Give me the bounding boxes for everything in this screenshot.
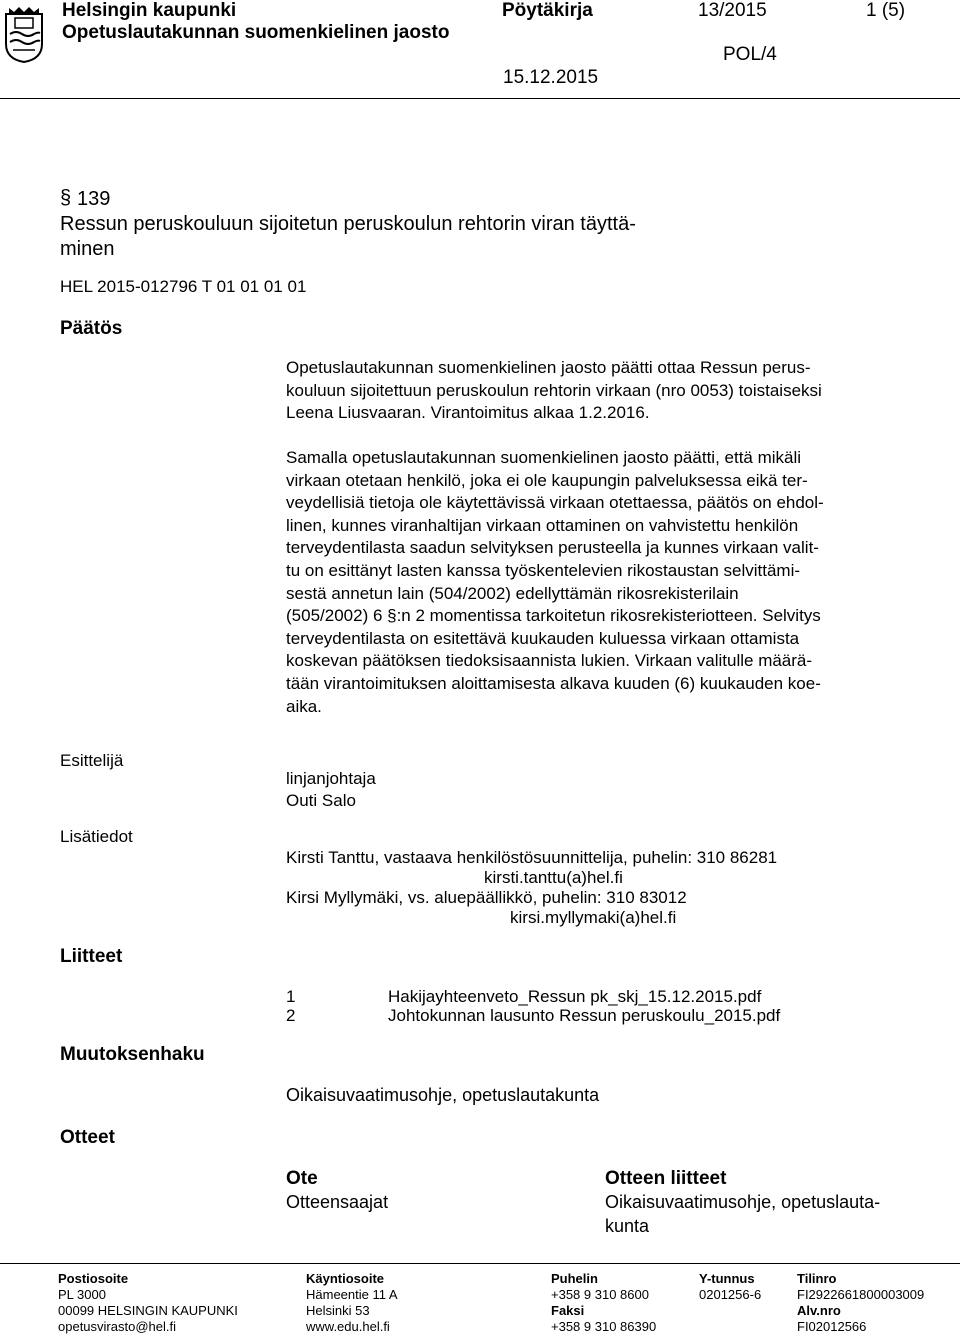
- decision-paragraph-1: Opetuslautakunnan suomenkielinen jaosto päätti ottaa Ressun perus- kouluun sijoitettuun peruskoulun rehtorin virkaan (nro 0053) toistaiseksi Leena Liusvaaran. Virantoimitus alkaa 1.2.2016.: [286, 358, 822, 423]
- item-number: 139: [77, 188, 111, 210]
- appeal-heading: Muutoksenhaku: [60, 1044, 205, 1065]
- contact-2: Kirsi Myllymäki, vs. aluepäällikkö, puhelin: 310 83012: [286, 888, 687, 907]
- extract-attachments-line1: Oikaisuvaatimusohje, opetuslauta-: [605, 1192, 881, 1212]
- extract-attachments-line2: kunta: [605, 1216, 650, 1236]
- footer-postal-heading: Postiosoite: [58, 1271, 129, 1286]
- document-type: Pöytäkirja: [502, 0, 593, 21]
- footer-postal-code: 00099 HELSINGIN KAUPUNKI: [58, 1303, 238, 1318]
- attachment-1-name[interactable]: Hakijayhteenveto_Ressun pk_skj_15.12.2015.pdf: [388, 987, 762, 1006]
- presenter-label: Esittelijä: [60, 751, 124, 770]
- extracts-heading: Otteet: [60, 1127, 115, 1148]
- footer-account-heading: Tilinro: [797, 1271, 837, 1286]
- footer-phone: +358 9 310 8600: [551, 1287, 649, 1302]
- diary-number: HEL 2015-012796 T 01 01 01 01: [60, 277, 307, 296]
- extract-column-heading: Ote: [286, 1168, 318, 1189]
- extract-attachments-heading: Otteen liitteet: [605, 1168, 727, 1189]
- board-name: Opetuslautakunnan suomenkielinen jaosto: [62, 22, 450, 43]
- footer-fax-heading: Faksi: [551, 1303, 585, 1318]
- footer-postal-box: PL 3000: [58, 1287, 106, 1302]
- footer-email[interactable]: opetusvirasto@hel.fi: [58, 1319, 176, 1334]
- footer-street: Hämeentie 11 A: [306, 1287, 398, 1302]
- attachment-1-number: 1: [286, 987, 296, 1006]
- footer-phone-heading: Puhelin: [551, 1271, 598, 1286]
- footer-website[interactable]: www.edu.hel.fi: [306, 1319, 390, 1334]
- attachments-heading: Liitteet: [60, 946, 123, 967]
- meeting-date: 15.12.2015: [503, 67, 599, 88]
- footer-city: Helsinki 53: [306, 1303, 370, 1318]
- decision-paragraph-2: Samalla opetuslautakunnan suomenkielinen jaosto päätti, että mikäli virkaan otetaan henkilö, joka ei ole kaupungin palveluksessa eikä ter- veydellisiä tietoja ole käytettävissä virkaan otettaessa, päätös on ehdol- linen, kunnes viranhaltijan virkaan ottaminen on vahvistettu henkilön terveydentilasta saadun selvityksen perusteella ja kunnes virkaan valit- tu on esittänyt lasten kanssa työskentelevien rikostaustan selvittämi- sestä annetun lain (504/2002) edellyttämän rikosrekisterilain (505/2002) 6 §:n 2 momentissa tarkoitetun rikosrekisteriotteen. Selvitys terveydentilasta on esitettävä kuukauden kuluessa virkaan ottamista koskevan päätöksen tiedoksisaannista lukien. Virkaan valitulle määrä- tään virantoimituksen aloittamisesta alkava kuuden (6) kuukauden koe- aika.: [286, 448, 824, 716]
- info-label: Lisätiedot: [60, 827, 133, 846]
- footer-vat-heading: Alv.nro: [797, 1303, 841, 1318]
- item-title-line1: Ressun peruskouluun sijoitetun peruskoulun rehtorin viran täyttä-: [60, 213, 636, 235]
- section-mark: §: [60, 187, 72, 209]
- extract-recipients: Otteensaajat: [286, 1192, 389, 1212]
- footer-business-id: 0201256-6: [699, 1287, 762, 1302]
- footer-fax: +358 9 310 86390: [551, 1319, 657, 1334]
- helsinki-crest-logo: [2, 4, 46, 64]
- item-title-line2: minen: [60, 238, 115, 260]
- page-number: 1 (5): [866, 0, 906, 21]
- decision-heading: Päätös: [60, 318, 123, 339]
- contact-1: Kirsti Tanttu, vastaava henkilöstösuunnittelija, puhelin: 310 86281: [286, 848, 778, 867]
- meeting-number: 13/2015: [698, 0, 767, 21]
- city-name: Helsingin kaupunki: [62, 0, 237, 21]
- footer-rule: [0, 1263, 960, 1264]
- presenter-name: Outi Salo: [286, 791, 356, 810]
- presenter-title: linjanjohtaja: [286, 769, 376, 788]
- footer-visit-heading: Käyntiosoite: [306, 1271, 385, 1286]
- attachment-2-name[interactable]: Johtokunnan lausunto Ressun peruskoulu_2015.pdf: [388, 1006, 781, 1025]
- reference-code: POL/4: [723, 44, 777, 65]
- footer-account: FI2922661800003009: [797, 1287, 925, 1302]
- appeal-instructions: Oikaisuvaatimusohje, opetuslautakunta: [286, 1085, 600, 1105]
- header-rule: [0, 98, 960, 99]
- contact-1-email[interactable]: kirsti.tanttu(a)hel.fi: [484, 868, 623, 887]
- attachment-2-number: 2: [286, 1006, 296, 1025]
- footer-business-id-heading: Y-tunnus: [699, 1271, 755, 1286]
- contact-2-email[interactable]: kirsi.myllymaki(a)hel.fi: [510, 908, 677, 927]
- footer-vat: FI02012566: [797, 1319, 867, 1334]
